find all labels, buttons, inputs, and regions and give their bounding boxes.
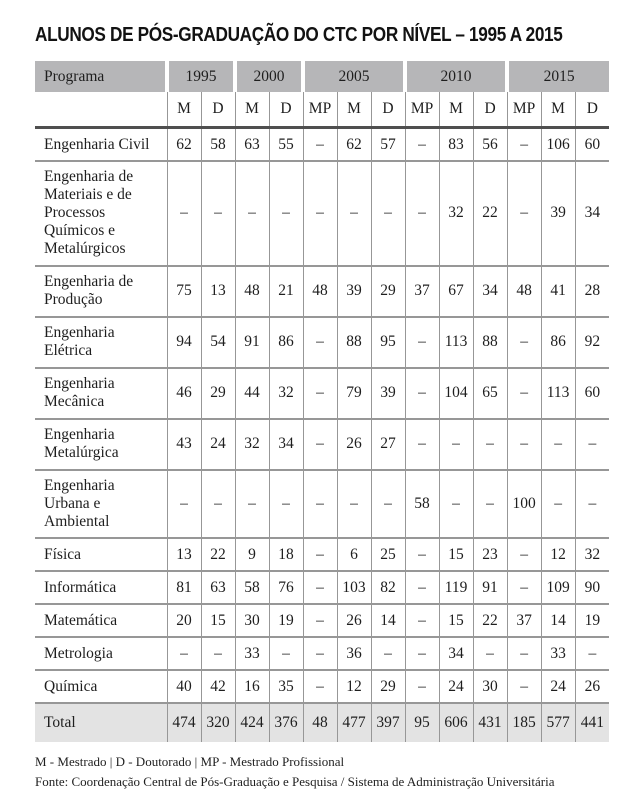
value-cell: 100	[507, 470, 541, 539]
total-value-cell: 185	[507, 703, 541, 742]
value-cell: 18	[269, 538, 303, 571]
value-cell: 35	[269, 670, 303, 703]
value-cell: –	[167, 470, 201, 539]
table-row	[35, 266, 609, 317]
value-cell: –	[303, 538, 337, 571]
total-value-cell: 48	[303, 703, 337, 742]
value-cell: 39	[337, 266, 371, 317]
table-head	[35, 61, 609, 128]
value-cell: –	[541, 470, 575, 539]
program-name-cell: Matemática	[35, 604, 167, 637]
value-cell: 24	[201, 419, 235, 470]
value-cell: –	[303, 368, 337, 419]
table-row	[35, 670, 609, 703]
value-cell: 36	[337, 637, 371, 670]
level-header-mp: MP	[303, 92, 337, 128]
value-cell: 62	[167, 128, 201, 161]
value-cell: –	[405, 128, 439, 161]
value-cell: –	[507, 128, 541, 161]
value-cell: –	[405, 368, 439, 419]
value-cell: 32	[269, 368, 303, 419]
value-cell: –	[303, 604, 337, 637]
value-cell: 22	[201, 538, 235, 571]
value-cell: 22	[473, 604, 507, 637]
value-cell: –	[371, 637, 405, 670]
total-value-cell: 397	[371, 703, 405, 742]
value-cell: –	[439, 470, 473, 539]
value-cell: 104	[439, 368, 473, 419]
table-row	[35, 637, 609, 670]
value-cell: 15	[201, 604, 235, 637]
value-cell: –	[507, 571, 541, 604]
value-cell: 67	[439, 266, 473, 317]
year-header-1995: 1995	[167, 61, 235, 92]
value-cell: –	[201, 161, 235, 266]
value-cell: 57	[371, 128, 405, 161]
table-row	[35, 161, 609, 266]
value-cell: 95	[371, 317, 405, 368]
program-name-cell: Química	[35, 670, 167, 703]
value-cell: 39	[371, 368, 405, 419]
value-cell: 86	[541, 317, 575, 368]
value-cell: 37	[507, 604, 541, 637]
value-cell: 12	[541, 538, 575, 571]
level-header-d: D	[269, 92, 303, 128]
value-cell: 86	[269, 317, 303, 368]
value-cell: 62	[337, 128, 371, 161]
program-name-cell: Engenharia Metalúrgica	[35, 419, 167, 470]
level-header-m: M	[337, 92, 371, 128]
value-cell: 20	[167, 604, 201, 637]
value-cell: –	[269, 161, 303, 266]
value-cell: –	[201, 637, 235, 670]
value-cell: 91	[235, 317, 269, 368]
table-row	[35, 419, 609, 470]
value-cell: –	[507, 637, 541, 670]
value-cell: 34	[269, 419, 303, 470]
value-cell: 81	[167, 571, 201, 604]
value-cell: 91	[473, 571, 507, 604]
value-cell: –	[303, 670, 337, 703]
value-cell: 32	[575, 538, 609, 571]
value-cell: –	[439, 419, 473, 470]
value-cell: –	[303, 161, 337, 266]
value-cell: 92	[575, 317, 609, 368]
value-cell: –	[337, 161, 371, 266]
value-cell: 60	[575, 128, 609, 161]
program-name-cell: Física	[35, 538, 167, 571]
value-cell: 6	[337, 538, 371, 571]
value-cell: 46	[167, 368, 201, 419]
value-cell: 55	[269, 128, 303, 161]
value-cell: 21	[269, 266, 303, 317]
value-cell: 65	[473, 368, 507, 419]
value-cell: 15	[439, 604, 473, 637]
value-cell: 88	[337, 317, 371, 368]
value-cell: 58	[201, 128, 235, 161]
level-header-d: D	[371, 92, 405, 128]
value-cell: 82	[371, 571, 405, 604]
value-cell: 48	[235, 266, 269, 317]
value-cell: –	[405, 571, 439, 604]
total-value-cell: 320	[201, 703, 235, 742]
total-row	[35, 703, 609, 742]
total-value-cell: 431	[473, 703, 507, 742]
value-cell: 54	[201, 317, 235, 368]
value-cell: –	[371, 161, 405, 266]
value-cell: 9	[235, 538, 269, 571]
value-cell: 30	[235, 604, 269, 637]
value-cell: –	[337, 470, 371, 539]
value-cell: –	[507, 419, 541, 470]
value-cell: 58	[405, 470, 439, 539]
value-cell: –	[235, 470, 269, 539]
level-header-mp: MP	[507, 92, 541, 128]
table-row	[35, 368, 609, 419]
value-cell: 12	[337, 670, 371, 703]
value-cell: –	[371, 470, 405, 539]
value-cell: 23	[473, 538, 507, 571]
value-cell: 24	[541, 670, 575, 703]
page-title: ALUNOS DE PÓS-GRADUAÇÃO DO CTC POR NÍVEL – 1995 A 2015	[35, 24, 563, 46]
value-cell: 109	[541, 571, 575, 604]
total-value-cell: 424	[235, 703, 269, 742]
value-cell: 79	[337, 368, 371, 419]
program-name-cell: Engenharia de Produção	[35, 266, 167, 317]
value-cell: 13	[167, 538, 201, 571]
value-cell: 106	[541, 128, 575, 161]
value-cell: –	[303, 637, 337, 670]
table-row	[35, 470, 609, 539]
table-row	[35, 128, 609, 161]
value-cell: –	[405, 317, 439, 368]
value-cell: 26	[575, 670, 609, 703]
value-cell: –	[473, 637, 507, 670]
program-name-cell: Engenharia de Materiais e de Processos Químicos e Metalúrgicos	[35, 161, 167, 266]
value-cell: 29	[371, 266, 405, 317]
value-cell: –	[575, 470, 609, 539]
total-value-cell: 477	[337, 703, 371, 742]
value-cell: 14	[541, 604, 575, 637]
value-cell: 113	[541, 368, 575, 419]
value-cell: –	[473, 470, 507, 539]
value-cell: –	[167, 637, 201, 670]
program-column-header: Programa	[35, 61, 167, 92]
value-cell: 28	[575, 266, 609, 317]
level-header-m: M	[235, 92, 269, 128]
level-header-row	[35, 92, 609, 128]
value-cell: 40	[167, 670, 201, 703]
program-name-cell: Metrologia	[35, 637, 167, 670]
value-cell: 34	[439, 637, 473, 670]
total-value-cell: 441	[575, 703, 609, 742]
value-cell: 27	[371, 419, 405, 470]
postgrad-students-table	[35, 61, 609, 742]
year-header-2015: 2015	[507, 61, 609, 92]
value-cell: 32	[439, 161, 473, 266]
value-cell: –	[303, 470, 337, 539]
value-cell: –	[167, 161, 201, 266]
year-header-row	[35, 61, 609, 92]
program-name-cell: Engenharia Urbana e Ambiental	[35, 470, 167, 539]
table-row	[35, 604, 609, 637]
value-cell: 34	[575, 161, 609, 266]
value-cell: 76	[269, 571, 303, 604]
value-cell: –	[303, 128, 337, 161]
year-header-2000: 2000	[235, 61, 303, 92]
value-cell: 75	[167, 266, 201, 317]
source-note: Fonte: Coordenação Central de Pós-Graduação e Pesquisa / Sistema de Administração Universitária	[35, 774, 555, 790]
value-cell: 15	[439, 538, 473, 571]
total-label-cell: Total	[35, 703, 167, 742]
value-cell: 83	[439, 128, 473, 161]
level-header-d: D	[575, 92, 609, 128]
value-cell: 19	[269, 604, 303, 637]
value-cell: 103	[337, 571, 371, 604]
level-header-d: D	[473, 92, 507, 128]
total-value-cell: 606	[439, 703, 473, 742]
legend-note: M - Mestrado | D - Doutorado | MP - Mestrado Profissional	[35, 754, 345, 770]
value-cell: 56	[473, 128, 507, 161]
value-cell: –	[507, 670, 541, 703]
value-cell: 29	[371, 670, 405, 703]
value-cell: –	[405, 419, 439, 470]
value-cell: 29	[201, 368, 235, 419]
total-value-cell: 474	[167, 703, 201, 742]
value-cell: 63	[235, 128, 269, 161]
table-footnotes	[35, 752, 605, 792]
value-cell: 44	[235, 368, 269, 419]
value-cell: 13	[201, 266, 235, 317]
value-cell: 33	[541, 637, 575, 670]
value-cell: –	[405, 538, 439, 571]
program-name-cell: Engenharia Civil	[35, 128, 167, 161]
program-name-cell: Engenharia Elétrica	[35, 317, 167, 368]
value-cell: 94	[167, 317, 201, 368]
value-cell: –	[541, 419, 575, 470]
level-header-d: D	[201, 92, 235, 128]
table-row	[35, 538, 609, 571]
value-cell: 88	[473, 317, 507, 368]
value-cell: –	[235, 161, 269, 266]
total-value-cell: 577	[541, 703, 575, 742]
value-cell: 39	[541, 161, 575, 266]
value-cell: 30	[473, 670, 507, 703]
value-cell: –	[575, 637, 609, 670]
value-cell: 43	[167, 419, 201, 470]
value-cell: –	[507, 538, 541, 571]
value-cell: 37	[405, 266, 439, 317]
value-cell: 119	[439, 571, 473, 604]
table-body	[35, 128, 609, 743]
program-header-spacer	[35, 92, 167, 128]
value-cell: –	[269, 637, 303, 670]
value-cell: –	[303, 317, 337, 368]
value-cell: –	[201, 470, 235, 539]
value-cell: –	[473, 419, 507, 470]
value-cell: –	[303, 419, 337, 470]
program-name-cell: Informática	[35, 571, 167, 604]
level-header-m: M	[439, 92, 473, 128]
value-cell: –	[405, 161, 439, 266]
value-cell: 16	[235, 670, 269, 703]
value-cell: 41	[541, 266, 575, 317]
value-cell: 22	[473, 161, 507, 266]
value-cell: –	[303, 571, 337, 604]
value-cell: –	[405, 604, 439, 637]
value-cell: –	[507, 317, 541, 368]
value-cell: 32	[235, 419, 269, 470]
value-cell: 26	[337, 419, 371, 470]
value-cell: 14	[371, 604, 405, 637]
value-cell: –	[269, 470, 303, 539]
value-cell: 48	[303, 266, 337, 317]
value-cell: 19	[575, 604, 609, 637]
value-cell: 24	[439, 670, 473, 703]
value-cell: 33	[235, 637, 269, 670]
value-cell: –	[405, 670, 439, 703]
level-header-m: M	[541, 92, 575, 128]
value-cell: –	[507, 161, 541, 266]
value-cell: 63	[201, 571, 235, 604]
value-cell: 113	[439, 317, 473, 368]
level-header-mp: MP	[405, 92, 439, 128]
value-cell: 60	[575, 368, 609, 419]
total-value-cell: 376	[269, 703, 303, 742]
value-cell: 90	[575, 571, 609, 604]
total-value-cell: 95	[405, 703, 439, 742]
value-cell: –	[575, 419, 609, 470]
value-cell: 25	[371, 538, 405, 571]
value-cell: 42	[201, 670, 235, 703]
program-name-cell: Engenharia Mecânica	[35, 368, 167, 419]
value-cell: 34	[473, 266, 507, 317]
table-row	[35, 571, 609, 604]
value-cell: 26	[337, 604, 371, 637]
year-header-2005: 2005	[303, 61, 405, 92]
level-header-m: M	[167, 92, 201, 128]
value-cell: –	[405, 637, 439, 670]
value-cell: –	[507, 368, 541, 419]
value-cell: 58	[235, 571, 269, 604]
table-row	[35, 317, 609, 368]
year-header-2010: 2010	[405, 61, 507, 92]
value-cell: 48	[507, 266, 541, 317]
